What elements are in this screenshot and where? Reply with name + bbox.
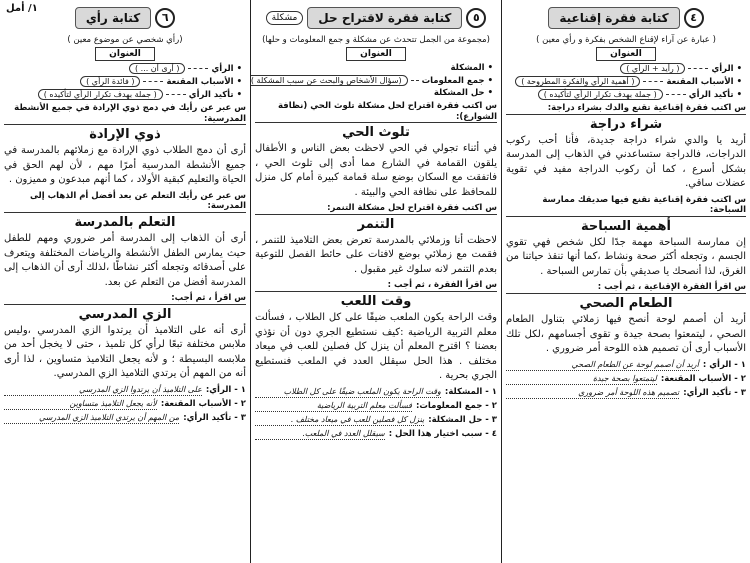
diagram-label: • المشكلة (451, 63, 493, 73)
answer-value: تصميم هذه اللوحة أمر ضروري (506, 388, 679, 399)
diagram-title-box: العنوان (596, 47, 656, 61)
diagram-row (8, 76, 242, 87)
diagram-label: • الرأي (711, 64, 742, 74)
answer-row (255, 429, 497, 440)
diagram-label: • جمع المعلومات (422, 76, 493, 86)
paragraph-title: التعلم بالمدرسة (74, 215, 176, 230)
answer-label: ٣ - تأكيد الرأي: (183, 412, 246, 423)
question: س عبر عن رأيك في دمج ذوي الإرادة في جميع الأنشطة المدرسية: (4, 103, 246, 125)
paragraph-text: أريد أن أصمم لوحة أنصح فيها زملائي بتناول الطعام الصحي ، ليتمعتوا بصحة جيدة و تقوى أجسامهم ،لكل تلك الأسباب أرى أن تصميم هذه اللوحة أمر ضروري . (506, 314, 746, 354)
answer-row (4, 413, 246, 424)
answer-value: أريد أن أصمم لوحة عن الطعام الصحي (506, 360, 699, 371)
answer-row (506, 388, 746, 399)
answer-value: ينزل كل فصلين للعب في ميعاد مختلف . (255, 415, 424, 426)
diagram-value: ( رأيد + الرأي ) (620, 63, 685, 74)
paragraph-title: الطعام الصحي (579, 296, 673, 311)
diagram-value: ( أهمية الرأي والفكرة المطروحة ) (515, 76, 640, 87)
answer-label: ٣ - حل المشكلة: (428, 414, 497, 425)
paragraph-text: أريد يا والدي شراء دراجة جديدة، فأنا أحب ركوب الدراجات، فالدراجة ستساعدني في الذهاب إلى المدرسة بشكل أسرع ، كما أن ركوب الدراجة مفيد في تقوية عضلات ساقي. (506, 134, 746, 190)
structure-diagram (250, 47, 493, 98)
section-definition: (رأي شخصي عن موضوع معين ) (67, 35, 183, 45)
answer-value: وقت الراحة يكون الملعب ضيقًا على كل الطلاب (255, 387, 441, 398)
answer-value: ليتمتعوا بصحة جيدة (506, 374, 657, 385)
section-number: ٤ (684, 8, 704, 28)
section-definition: ( عبارة عن آراء لإقناع الشخص بفكرة و رأي معين ) (536, 35, 716, 45)
answer-value: سيقلل العدد في الملعب. (255, 429, 385, 440)
section-problem-solution-paragraph (250, 0, 502, 563)
diagram-row (259, 88, 493, 98)
question: س اكتب فقرة إقناعية تقنع فيها صديقك ممارسة السباحة: (506, 195, 746, 217)
structure-diagram (8, 47, 242, 100)
section-title: كتابة فقرة لاقتراح حل (307, 7, 462, 29)
diagram-label: • تأكيد الرأي (189, 90, 242, 100)
answer-value: لأنه يجعل التلاميذ متساوين (4, 399, 157, 410)
answer-label: ٢ - الأسباب المقنعة: (160, 398, 246, 409)
section-title: كتابة رأي (75, 7, 151, 29)
paragraph-text: وقت الراحة يكون الملعب ضيقًا على كل الطلاب ، فسألت معلم التربية الرياضية :كيف نستطيع الجري دون أن نؤذي بعضنا ؟ اقترح المعلم أن ينزل كل فصلين للعب في ميعاد مختلف . هذا الحل سيقلل العدد في الملعب فنستطيع الجري بحرية . (255, 312, 497, 381)
answer-value: فسألت معلم التربية الرياضية (255, 401, 412, 412)
paragraph-title: الزي المدرسي (78, 306, 172, 322)
answer-value: على التلاميذ أن يرتدوا الزي المدرسي (4, 385, 202, 396)
question: س اقرأ الفقرة ، ثم أجب : (255, 280, 497, 292)
paragraph-text: أرى أن الذهاب إلى المدرسة أمر ضروري ومهم للطفل حيث يمارس الطفل الأنشطة والرياضات المختلفة ويتعرف على أصدقائه وتجعله أكثر نشاطًا ،لذلك أرى أن الذهاب إلى المدرسة أفضل من التعلم عن بعد. (4, 233, 246, 288)
paragraph-title: التنمر (357, 216, 395, 232)
question: س اكتب فقرة اقتراح لحل مشكلة التنمر: (255, 203, 497, 215)
diagram-row (8, 63, 242, 74)
answer-row (4, 385, 246, 396)
paragraph-title: ذوي الإرادة (89, 127, 161, 143)
diagram-row (510, 63, 742, 74)
page-number: ١/ أمل (6, 3, 38, 14)
section-number: ٥ (466, 8, 486, 28)
paragraph-title: أهمية السباحة (581, 218, 671, 234)
question: س اقرأ ، ثم أجب: (4, 293, 246, 305)
answer-label: ٢ - الأسباب المقنعة: (660, 373, 746, 384)
section-header (506, 3, 746, 33)
section-header (4, 3, 246, 33)
answer-label: ٣ - تأكيد الرأي: (683, 387, 746, 398)
paragraph-text: في أثناء تجولي في الحي لاحظت بعض الناس و الأطفال يلقون القمامة في الشارع مما أدى إلى تلوث الحي ، فاتفقت مع السكان بوضع سلة قمامة كبيرة أمام كل منزل للمحافظ على نظافة الحي والبيئة . (255, 143, 497, 198)
question: س اكتب فقرة إقناعية تقنع والدك بشراء دراجة: (506, 103, 746, 115)
section-tag: مشكلة (266, 11, 304, 25)
diagram-row (250, 75, 493, 86)
answer-label: ١ - المشكلة: (444, 386, 497, 397)
diagram-row (8, 89, 242, 100)
question: س اكتب فقرة اقتراح لحل مشكلة تلوث الحي (نظافة الشوارع): (255, 101, 497, 123)
answer-value: من المهم أن يرتدي التلاميذ الزي المدرسي (4, 413, 179, 424)
diagram-label: • الرأي (211, 64, 242, 74)
section-opinion-writing (0, 0, 250, 563)
answer-row (255, 415, 497, 426)
diagram-label: • حل المشكلة (434, 88, 493, 98)
answer-label: ١ - الرأي: (205, 384, 246, 395)
answer-row (506, 374, 746, 385)
diagram-title-box: العنوان (346, 47, 406, 61)
answer-row (506, 360, 746, 371)
paragraph-title: تلوث الحي (342, 125, 410, 141)
diagram-row (510, 76, 742, 87)
answer-label: ٤ - سبب اختيار هذا الحل : (388, 428, 497, 439)
section-title: كتابة فقرة إقناعية (548, 7, 679, 29)
diagram-value: (سؤال الأشخاص والبحث عن سبب المشكلة ) (250, 75, 408, 86)
paragraph-text: أرى أن دمج الطلاب ذوي الإرادة مع زملائهم بالمدرسة في جميع الأنشطة المدرسية أمرًا مهم ، لأن لهم الحق في الحياة والتعليم كبقية الأولاد ، كما أنهم مبدعون و مميزون . (4, 145, 246, 186)
diagram-value: ( فائدة الرأي ) (80, 76, 140, 87)
paragraph-title: وقت اللعب (340, 294, 412, 309)
section-definition: (مجموعة من الجمل تتحدث عن مشكلة و جمع المعلومات و حلها) (262, 35, 490, 45)
diagram-label: • الأسباب المقنعة (666, 77, 742, 87)
structure-diagram (510, 47, 742, 100)
section-header (255, 3, 497, 33)
diagram-value: ( جملة بهدف تكرار الرأي لتأكيده ) (38, 89, 163, 100)
answer-label: ٢ - جمع المعلومات: (415, 400, 497, 411)
question: س اقرأ الفقرة الإقناعية ، ثم أجب : (506, 282, 746, 294)
diagram-row (510, 89, 742, 100)
paragraph-text: إن ممارسة السباحة مهمة جدًا لكل شخص فهي تقوي الجسم ، وتجعله أكثر صحة ونشاط ،كما أنها تنقذ حياتنا من الغرق، لذا أنصحك يا صديقي بأن تمارس السباحة . (506, 236, 746, 277)
diagram-label: • الأسباب المقنعة (166, 77, 242, 87)
diagram-label: • تأكيد الرأي (689, 90, 742, 100)
answer-list (506, 360, 746, 399)
paragraph-text: أرى أنه على التلاميذ أن يرتدوا الزي المدرسي ،وليس ملابس مختلفة تبعًا لرأي كل تلميذ ، حتى لا يخجل أحد من ملابسه البسيطة ؛ و لأنه يجعل التلاميذ متساوين ، لذا أرى أنه من المهم أن يرتدي التلاميذ الزي المدرسي. (4, 324, 246, 380)
diagram-value: ( أرى أن ... ) (129, 63, 186, 74)
answer-row (255, 401, 497, 412)
question: س عبر عن رأيك التعلم عن بعد أفضل أم الذهاب إلى المدرسة: (4, 191, 246, 213)
section-persuasive-paragraph (502, 0, 750, 563)
answer-list (255, 387, 497, 440)
diagram-title-box: العنوان (95, 47, 155, 61)
diagram-row (259, 63, 493, 73)
section-number: ٦ (155, 8, 175, 28)
diagram-value: ( جملة بهدف تكرار الرأي لتأكيده ) (538, 89, 663, 100)
paragraph-title: شراء دراجة (589, 116, 663, 132)
answer-list (4, 385, 246, 424)
answer-label: ١ - الرأي : (702, 359, 746, 370)
answer-row (255, 387, 497, 398)
paragraph-text: لاحظت أنا وزملائي بالمدرسة تعرض بعض التلاميذ للتنمر ، فقمت مع زملائي بوضع لافتات على حائط الفصل للتوعية بعدم التنمر لانه سلوك غير مقبول . (255, 234, 497, 275)
answer-row (4, 399, 246, 410)
